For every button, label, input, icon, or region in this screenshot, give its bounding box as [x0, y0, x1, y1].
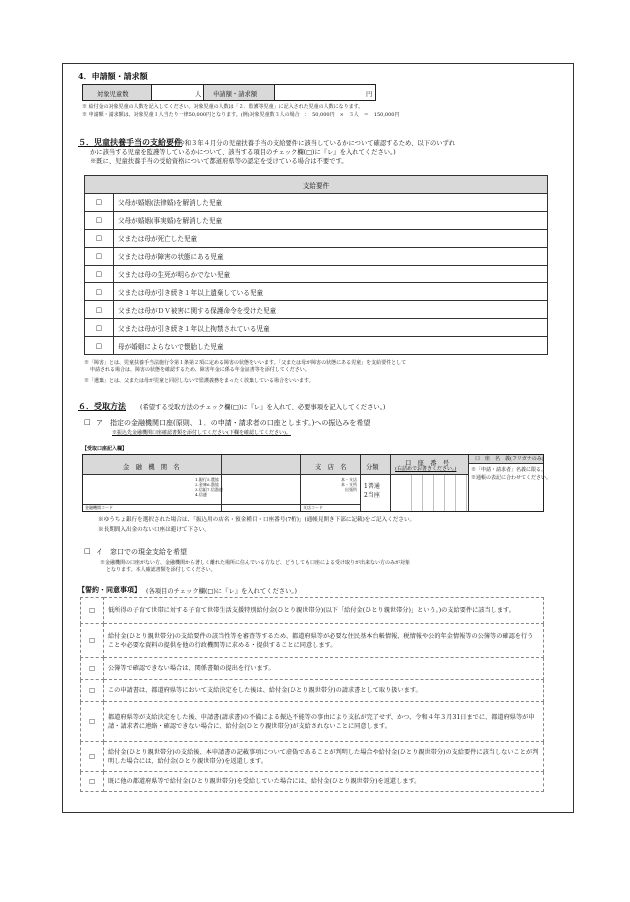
- table-row: [81, 772, 544, 792]
- account-type-list[interactable]: 1普通 2当座: [364, 483, 380, 499]
- type-header: 分類: [366, 464, 379, 471]
- account-digit-cells[interactable]: [401, 475, 468, 511]
- section6-desc: (希望する受取方法のチェック欄(□)に『レ』を入れて、必要事項を記入してください。): [140, 404, 386, 411]
- account-number-header: 口 座 番 号: [405, 460, 450, 467]
- pledge-desc: (各項目のチェック欄(□)に『レ』を入れてください。): [146, 588, 297, 595]
- table-row: [81, 624, 544, 658]
- option-i-note1: ※金融機関の口座がない方、金融機関から著しく離れた場所に住んでいる方など、どうしても口座による受け取りが出来ない方のみが対象: [100, 560, 411, 566]
- pledge-checkbox[interactable]: □: [81, 658, 104, 680]
- bank-type-list: 1.銀行 2.金庫 3.信組 4.信連: [195, 477, 207, 497]
- bank-type-list-2: 5.農協 6.漁協 7.信漁連: [207, 477, 223, 492]
- requirements-header: 支給要件: [85, 176, 548, 194]
- requirement-checkbox[interactable]: □: [85, 265, 114, 283]
- holder-note1: ※「申請・請求者」名義に限る。: [471, 467, 547, 473]
- requirement-checkbox[interactable]: □: [85, 283, 114, 301]
- holder-note2: ※通帳の表記に合わせてください。: [471, 475, 552, 481]
- amount-table: [82, 84, 376, 101]
- requirement-label: 父または母の生死が明らかでない児童: [114, 265, 548, 283]
- pledge-item: 公簿等で確認できない場合は、関係書類の提出を行います。: [104, 658, 544, 680]
- branch-name-header: 支 店 名: [315, 464, 347, 471]
- option-a-checkbox[interactable]: □: [84, 418, 91, 426]
- bank-code-label: 金融機関コード: [85, 505, 113, 510]
- bank-name-header: 金 融 機 関 名: [123, 464, 180, 471]
- section6-title: ６．受取方法: [78, 401, 126, 411]
- table-row: [81, 658, 544, 680]
- table-row: [85, 229, 548, 247]
- requirement-label: 父または母が引き続き１年以上遺棄している児童: [114, 283, 548, 301]
- pledge-checkbox[interactable]: □: [81, 772, 104, 792]
- bank-section-title: 【受取口座記入欄】: [82, 446, 128, 452]
- pledge-checkbox[interactable]: □: [81, 680, 104, 702]
- unit-yen: 円: [366, 91, 373, 98]
- requirement-checkbox[interactable]: □: [85, 319, 114, 337]
- section5-desc1: (令和３年４月分の児童扶養手当の支給要件に該当しているかについて確認するため、以下のいずれ: [176, 140, 456, 147]
- table-row: [85, 319, 548, 337]
- unit-person: 人: [195, 91, 202, 98]
- pledge-item: この申請書は、都道府県等において支給決定をした後は、給付金(ひとり親世帯分)の請求書として取り扱います。: [104, 680, 544, 702]
- amount-label: 申請額・請求額: [213, 91, 258, 98]
- requirement-checkbox[interactable]: □: [85, 194, 114, 212]
- pledge-item: 既に他の都道府県等で給付金(ひとり親世帯分)を受給していた場合には、給付金(ひとり親世帯分)を返還します。: [104, 772, 544, 792]
- pledge-item: 給付金(ひとり親世帯分)の支給後、本申請書の記載事項について虚偽であることが判明した場合や給付金(ひとり親世帯分)の支給要件に該当しないことが判明した場合には、給付金(ひとり親世帯分)を返還します。: [104, 742, 544, 772]
- target-count-label: 対象児童数: [97, 91, 129, 98]
- requirements-table: [84, 175, 548, 355]
- table-row: [85, 283, 548, 301]
- table-row: [81, 598, 544, 624]
- table-row: [81, 742, 544, 772]
- requirement-checkbox[interactable]: □: [85, 247, 114, 265]
- table-row: [81, 680, 544, 702]
- yucho-note: ※ゆうちょ銀行を選択された場合は、「振込用の店名・預金種目・口座番号(7桁)」(通帳見開き下部に記載)をご記入ください。: [98, 517, 416, 523]
- option-i-label: イ 窓口での現金支給を希望: [96, 548, 187, 556]
- pledge-checkbox[interactable]: □: [81, 702, 104, 742]
- section5-desc2: かに該当する児童を監護等しているかについて、該当する項目のチェック欄(□)に『レ』を入れてください。): [90, 149, 396, 156]
- section5-note1b: 申請される場合は、障害の状態を確認するため、障害年金に係る年金証書等を添付してください。: [90, 367, 310, 373]
- amount-field[interactable]: [275, 85, 375, 100]
- table-row: [85, 265, 548, 283]
- table-row: [85, 194, 548, 212]
- pledge-checkbox[interactable]: □: [81, 624, 104, 658]
- section5-title: ５．児童扶養手当の支給要件: [78, 137, 182, 147]
- table-row: [85, 247, 548, 265]
- option-i-note2: となります。本人確認書類を添付してください。: [106, 567, 216, 573]
- section5-note2: ※「遺棄」とは、父または母が児童と同居しないで監護義務をまったく放棄している場合をいいます。: [84, 378, 314, 384]
- pledge-title: 【誓約・同意事項】: [78, 585, 141, 594]
- requirement-checkbox[interactable]: □: [85, 229, 114, 247]
- section4-note1: ※ 給付金の対象児童の人数を記入してください。対象児童の人数は「２．監護等児童」に記入された児童の人数になります。: [82, 104, 364, 110]
- table-row: [85, 301, 548, 319]
- section5-note1a: ※「障害」とは、児童扶養手当法施行令第１条第２項に定める障害の状態をいいます。「父または母が障害の状態にある児童」を支給要件として: [84, 360, 407, 366]
- requirement-label: 父母が婚姻(法律婚)を解消した児童: [114, 194, 548, 212]
- pledge-item: 都道府県等が支給決定をした後、申請書(請求書)の不備による振込不能等の事由により支払が完了せず、かつ、令和４年３月31日までに、都道府県等が申請・請求者に連絡・確認できない場合に、給付金(ひとり親世帯分)が支給されないことに同意します。: [104, 702, 544, 742]
- section5-desc3: ※既に、児童扶養手当の受給資格について都道府県等の認定を受けている場合は不要です。: [90, 158, 348, 165]
- requirement-label: 父または母が死亡した児童: [114, 229, 548, 247]
- requirement-label: 父または母が障害の状態にある児童: [114, 247, 548, 265]
- branch-code-label: 支店コード: [303, 505, 323, 510]
- table-row: [81, 702, 544, 742]
- bank-table: [82, 454, 552, 512]
- longterm-note: ※長期間入出金のない口座は避けて下さい。: [98, 527, 210, 533]
- requirement-label: 母が婚姻によらないで懐胎した児童: [114, 337, 548, 355]
- option-a-note: ※振込先金融機関口座確認書類を添付してください(下欄を確認してください)。: [112, 430, 291, 436]
- pledge-item: 給付金(ひとり親世帯分)の支給要件の該当性等を審査等するため、都道府県等が必要な住民基本台帳情報、税情報や公的年金情報等の公簿等の確認を行うことや必要な資料の提供を他の行政機関等に求める・提供することに同意します。: [104, 624, 544, 658]
- requirement-checkbox[interactable]: □: [85, 301, 114, 319]
- branch-type-list: 本・支店 本・支所 出張所: [341, 477, 357, 492]
- pledge-item: 低所得の子育て世帯に対する子育て世帯生活支援特別給付金(ひとり親世帯分)(以下「給付金(ひとり親世帯分)」という。)の支給要件に該当します。: [104, 598, 544, 624]
- table-row: [85, 211, 548, 229]
- table-row: [85, 337, 548, 355]
- pledge-checkbox[interactable]: □: [81, 598, 104, 624]
- holder-header: 口 座 名 義(フリガナのみ): [475, 456, 544, 462]
- pledge-checkbox[interactable]: □: [81, 742, 104, 772]
- section4-title: 4．申請額・請求額: [78, 71, 148, 81]
- requirement-checkbox[interactable]: □: [85, 337, 114, 355]
- requirement-checkbox[interactable]: □: [85, 211, 114, 229]
- option-a-label: ア 指定の金融機関口座(原則、１．の申請・請求者の口座とします。)への振込みを希望: [96, 419, 371, 427]
- pledge-table: [80, 597, 544, 792]
- requirement-label: 父母が婚姻(事実婚)を解消した児童: [114, 211, 548, 229]
- requirement-label: 父または母がＤＶ被害に関する保護命令を受けた児童: [114, 301, 548, 319]
- section4-note2: ※ 申請額・請求額は、対象児童１人当たり一律50,000円となります。(例)対象児童数３人の場合 ： 50,000円 × ３人 ＝ 150,000円: [82, 112, 400, 118]
- account-number-subheader: (右詰めでお書きください。): [395, 466, 457, 472]
- option-i-checkbox[interactable]: □: [84, 547, 91, 555]
- requirement-label: 父または母が引き続き１年以上拘禁されている児童: [114, 319, 548, 337]
